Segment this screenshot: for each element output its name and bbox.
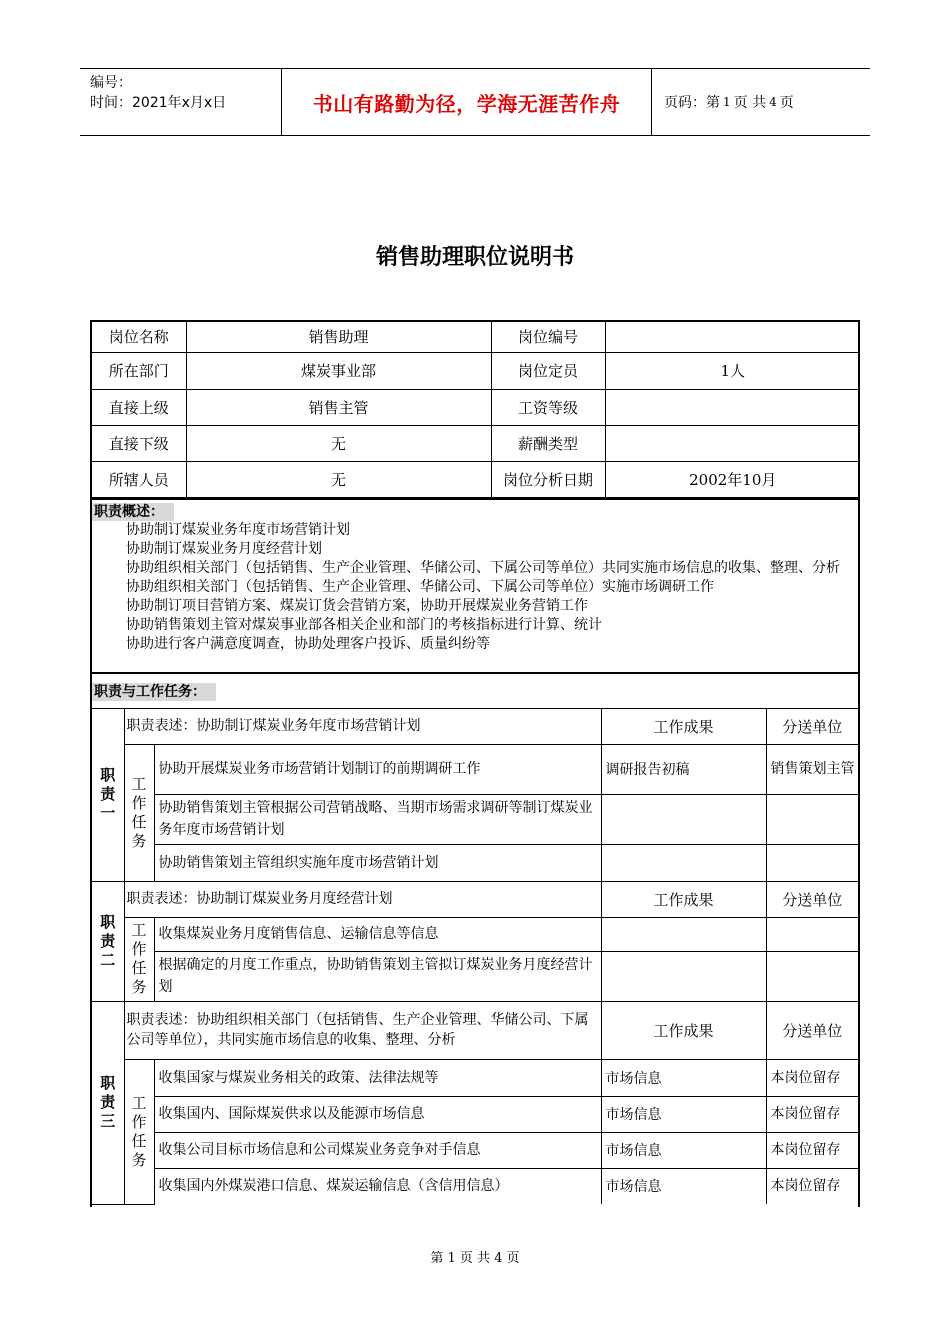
header-page-number [652, 69, 870, 135]
duty-desc: 职责表述：协助制订煤炭业务年度市场营销计划 [124, 708, 601, 744]
task-row [92, 844, 858, 881]
info-value [605, 425, 860, 461]
result-header: 工作成果 [601, 708, 766, 744]
task-result [601, 951, 766, 1001]
summary-item: 协助进行客户满意度调查，协助处理客户投诉、质量纠纷等 [126, 635, 490, 652]
info-label: 工资等级 [491, 389, 605, 425]
task-dest: 销售策划主管 [766, 744, 858, 794]
info-row [92, 322, 860, 352]
task-row [92, 794, 858, 844]
task-row [92, 1168, 858, 1204]
result-header: 工作成果 [601, 1001, 766, 1059]
footer-total: 4 [494, 1251, 503, 1266]
task-result [601, 794, 766, 844]
page-current: 1 [723, 95, 731, 109]
task-result: 调研报告初稿 [601, 744, 766, 794]
page-footer [0, 1247, 950, 1266]
task-row [92, 1132, 858, 1168]
info-label: 岗位分析日期 [491, 461, 605, 497]
task-text: 收集公司目标市场信息和公司煤炭业务竞争对手信息 [154, 1132, 601, 1168]
job-description-table [90, 320, 860, 1207]
task-result: 市场信息 [601, 1096, 766, 1132]
header-meta [80, 69, 282, 135]
duty-label: 职 责 二 [92, 881, 124, 1001]
info-label: 所辖人员 [92, 461, 186, 497]
task-text: 根据确定的月度工作重点，协助销售策划主管拟订煤炭业务月度经营计划 [154, 951, 601, 1001]
info-value: 煤炭事业部 [186, 352, 491, 389]
duties-heading [92, 672, 858, 708]
info-label: 直接上级 [92, 389, 186, 425]
info-label: 直接下级 [92, 425, 186, 461]
duty-desc: 职责表述：协助组织相关部门（包括销售、生产企业管理、华储公司、下属公司等单位），共同实施市场信息的收集、整理、分析 [124, 1001, 601, 1059]
duties-label: 职责与工作任务： [92, 683, 216, 701]
footer-page: 1 [447, 1251, 456, 1266]
info-value [605, 389, 860, 425]
info-row [92, 425, 860, 461]
task-row [92, 917, 858, 951]
dest-header: 分送单位 [766, 881, 858, 917]
task-dest [766, 794, 858, 844]
document-title: 销售助理职位说明书 [375, 245, 574, 270]
task-text: 收集国内、国际煤炭供求以及能源市场信息 [154, 1096, 601, 1132]
info-value: 无 [186, 461, 491, 497]
summary-item: 协助组织相关部门（包括销售、生产企业管理、华储公司、下属公司等单位）实施市场调研工作 [126, 578, 714, 595]
duty-row [92, 708, 858, 744]
header-motto: 书山有路勤为径，学海无涯苦作舟 [282, 69, 652, 135]
task-text: 协助销售策划主管根据公司营销战略、当期市场需求调研等制订煤炭业务年度市场营销计划 [154, 794, 601, 844]
summary-item: 协助制订煤炭业务月度经营计划 [126, 540, 322, 557]
dest-header: 分送单位 [766, 1001, 858, 1059]
task-dest: 本岗位留存 [766, 1059, 858, 1096]
summary-item: 协助销售策划主管对煤炭事业部各相关企业和部门的考核指标进行计算、统计 [126, 616, 602, 633]
dest-header: 分送单位 [766, 708, 858, 744]
task-row [92, 1059, 858, 1096]
page-total: 4 [769, 95, 777, 109]
summary-item: 协助制订项目营销方案、煤炭订货会营销方案，协助开展煤炭业务营销工作 [126, 597, 588, 614]
task-result: 市场信息 [601, 1132, 766, 1168]
page-suffix: 页 [779, 95, 794, 111]
info-value: 1人 [605, 352, 860, 389]
task-text: 协助开展煤炭业务市场营销计划制订的前期调研工作 [154, 744, 601, 794]
page-mid: 页 共 [733, 95, 767, 111]
footer-prefix: 第 [430, 1251, 444, 1266]
task-label: 工 作 任 务 [124, 917, 154, 1001]
duty-label: 职 责 三 [92, 1001, 124, 1204]
duty-desc: 职责表述：协助制订煤炭业务月度经营计划 [124, 881, 601, 917]
task-result: 市场信息 [601, 1168, 766, 1204]
info-label: 所在部门 [92, 352, 186, 389]
info-value [605, 322, 860, 352]
task-text: 收集煤炭业务月度销售信息、运输信息等信息 [154, 917, 601, 951]
result-header: 工作成果 [601, 881, 766, 917]
info-label: 岗位编号 [491, 322, 605, 352]
task-row [92, 1096, 858, 1132]
summary-list [92, 521, 858, 654]
task-dest [766, 917, 858, 951]
info-label: 岗位名称 [92, 322, 186, 352]
info-row [92, 461, 860, 497]
page-prefix: 页码：第 [664, 95, 720, 111]
task-result [601, 844, 766, 881]
info-value: 销售助理 [186, 322, 491, 352]
page-header [80, 68, 870, 136]
task-result [601, 917, 766, 951]
task-text: 协助销售策划主管组织实施年度市场营销计划 [154, 844, 601, 881]
duty-summary [92, 498, 858, 672]
task-dest: 本岗位留存 [766, 1132, 858, 1168]
duty-row [92, 881, 858, 917]
task-dest: 本岗位留存 [766, 1096, 858, 1132]
basic-info-table [92, 322, 860, 498]
task-dest: 本岗位留存 [766, 1168, 858, 1204]
summary-item: 协助制订煤炭业务年度市场营销计划 [126, 521, 350, 538]
info-row [92, 352, 860, 389]
task-dest [766, 951, 858, 1001]
info-row [92, 389, 860, 425]
summary-label: 职责概述： [92, 503, 174, 521]
task-text: 收集国家与煤炭业务相关的政策、法律法规等 [154, 1059, 601, 1096]
info-label: 薪酬类型 [491, 425, 605, 461]
footer-suffix: 页 [506, 1251, 520, 1266]
code-label: 编号： [90, 75, 132, 91]
time-label: 时间：2021年x月x日 [90, 95, 227, 111]
summary-item: 协助组织相关部门（包括销售、生产企业管理、华储公司、下属公司等单位）共同实施市场信息的收集、整理、分析 [126, 559, 840, 576]
task-text: 收集国内外煤炭港口信息、煤炭运输信息（含信用信息） [154, 1168, 601, 1204]
info-value: 无 [186, 425, 491, 461]
task-label: 工 作 任 务 [124, 744, 154, 881]
task-result: 市场信息 [601, 1059, 766, 1096]
footer-mid: 页 共 [459, 1251, 491, 1266]
info-value: 销售主管 [186, 389, 491, 425]
duty-label: 职 责 一 [92, 708, 124, 881]
task-dest [766, 844, 858, 881]
duty-row [92, 1001, 858, 1059]
task-label: 工 作 任 务 [124, 1059, 154, 1204]
info-value: 2002年10月 [605, 461, 860, 497]
task-row [92, 951, 858, 1001]
task-row [92, 744, 858, 794]
duties-table [92, 708, 858, 1205]
info-label: 岗位定员 [491, 352, 605, 389]
